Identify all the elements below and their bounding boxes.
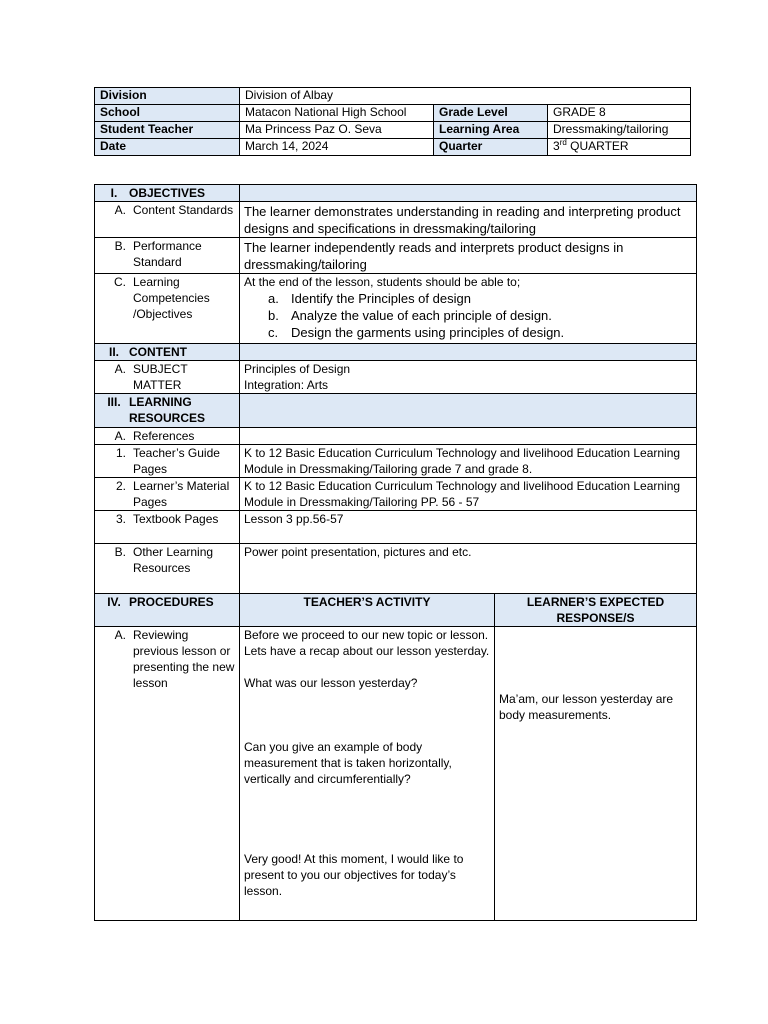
references-label: References [133,429,195,443]
division-value: Division of Albay [240,88,691,105]
date-label: Date [95,139,240,156]
references-letter: A. [114,429,126,443]
other-resources-text: Power point presentation, pictures and etc. [240,544,697,594]
objective-item [268,290,692,307]
objectives-heading-blank [240,185,697,202]
content-section-row [95,344,697,361]
content-heading [95,344,240,361]
resources-heading [95,394,240,428]
competencies-content [240,274,697,344]
lesson-plan-table [94,184,697,921]
procedures-label: PROCEDURES [129,595,214,609]
resources-number: III. [107,395,121,409]
teacher-recap-text: Before we proceed to our new topic or lesson. Lets have a recap about our lesson yesterday. [244,628,490,658]
content-standards-text: The learner demonstrates understanding in reading and interpreting product designs and specifications in dressmaking/tailoring [240,202,697,238]
subject-matter-row [95,361,697,394]
resources-section-row [95,394,697,428]
objective-text: Analyze the value of each principle of design. [291,308,552,323]
lesson-info-table [94,87,691,156]
performance-standard-text: The learner independently reads and interprets product designs in dressmaking/tailoring [240,238,697,274]
objective-text: Identify the Principles of design [291,291,471,306]
objective-item [268,324,692,341]
references-blank [240,428,697,445]
textbook-number: 3. [115,512,126,526]
division-label: Division [95,88,240,105]
quarter-value [548,139,691,156]
school-value: Matacon National High School [240,105,434,122]
date-row [95,139,691,156]
school-row [95,105,691,122]
content-standards-label: Content Standards [133,203,234,217]
content-heading-blank [240,344,697,361]
quarter-number: 3 [553,139,560,153]
learner-material-cell [95,478,240,511]
review-lesson-letter: A. [114,628,126,642]
learning-area-label: Learning Area [434,122,548,139]
review-lesson-row [95,627,697,921]
competencies-letter: C. [114,275,126,289]
textbook-row [95,511,697,544]
performance-standard-cell [95,238,240,274]
objective-marker: b. [268,308,279,323]
content-standards-cell [95,202,240,238]
competencies-cell [95,274,240,344]
textbook-cell [95,511,240,544]
division-row [95,88,691,105]
performance-standard-row [95,238,697,274]
objective-marker: c. [268,325,279,340]
textbook-text: Lesson 3 pp.56-57 [240,511,697,544]
procedures-section-row [95,594,697,627]
quarter-label: Quarter [434,139,548,156]
review-lesson-cell [95,627,240,921]
objectives-number: I. [110,186,118,200]
review-teacher-activity [240,627,495,921]
competencies-intro: At the end of the lesson, students should be able to; [244,275,521,289]
quarter-ordinal: rd [559,138,567,147]
learner-material-row [95,478,697,511]
competencies-row [95,274,697,344]
subject-matter-cell [95,361,240,394]
objectives-label: OBJECTIVES [129,186,206,200]
teacher-activity-header: TEACHER’S ACTIVITY [240,594,495,627]
quarter-word: QUARTER [566,139,629,153]
subject-matter-letter: A. [114,362,126,376]
procedures-number: IV. [107,595,121,609]
content-label: CONTENT [129,345,187,359]
teacher-row [95,122,691,139]
school-label: School [95,105,240,122]
other-resources-cell [95,544,240,594]
objectives-heading [95,185,240,202]
performance-standard-letter: B. [114,239,126,253]
teacher-guide-number: 1. [115,446,126,460]
grade-level-value: GRADE 8 [548,105,691,122]
learner-material-text: K to 12 Basic Education Curriculum Technology and livelihood Education Learning Module in Dressmaking/Tailoring PP. 56 - 57 [240,478,697,511]
subject-topic: Principles of Design [244,362,351,376]
review-lesson-label: Reviewing previous lesson or presenting the new lesson [133,628,235,690]
teacher-guide-label: Teacher’s Guide Pages [133,446,220,476]
learner-response-header: LEARNER’S EXPECTED RESPONSE/S [495,594,697,627]
learning-area-value: Dressmaking/tailoring [548,122,691,139]
objectives-list [244,290,692,341]
student-teacher-label: Student Teacher [95,122,240,139]
content-standards-letter: A. [114,203,126,217]
content-standards-row [95,202,697,238]
teacher-question-lesson: What was our lesson yesterday? [244,676,418,690]
other-resources-row [95,544,697,594]
procedures-heading [95,594,240,627]
grade-level-label: Grade Level [434,105,548,122]
teacher-question-example: Can you give an example of body measurement that is taken horizontally, vertically and circumferentially? [244,740,452,786]
teacher-guide-text: K to 12 Basic Education Curriculum Technology and livelihood Education Learning Module in Dressmaking/Tailoring grade 7 and grade 8. [240,445,697,478]
competencies-label: Learning Competencies /Objectives [133,275,210,321]
textbook-label: Textbook Pages [133,512,219,526]
performance-standard-label: Performance Standard [133,239,202,269]
objective-marker: a. [268,291,279,306]
subject-integration: Integration: Arts [244,378,329,392]
teacher-guide-cell [95,445,240,478]
content-number: II. [108,345,119,359]
teacher-objectives-intro: Very good! At this moment, I would like to present to you our objectives for today’s lesson. [244,852,464,898]
resources-heading-blank [240,394,697,428]
review-learner-response [495,627,697,921]
date-value: March 14, 2024 [240,139,434,156]
objectives-section-row [95,185,697,202]
learner-answer-text: Ma’am, our lesson yesterday are body measurements. [499,692,674,722]
teacher-guide-row [95,445,697,478]
subject-matter-label: SUBJECT MATTER [133,362,188,392]
objective-item [268,307,692,324]
references-row [95,428,697,445]
references-cell [95,428,240,445]
objective-text: Design the garments using principles of design. [291,325,565,340]
other-resources-label: Other Learning Resources [133,545,214,575]
learner-material-label: Learner’s Material Pages [133,479,230,509]
other-resources-letter: B. [114,545,126,559]
resources-label: LEARNING RESOURCES [129,395,206,425]
student-teacher-value: Ma Princess Paz O. Seva [240,122,434,139]
learner-material-number: 2. [115,479,126,493]
subject-matter-content [240,361,697,394]
